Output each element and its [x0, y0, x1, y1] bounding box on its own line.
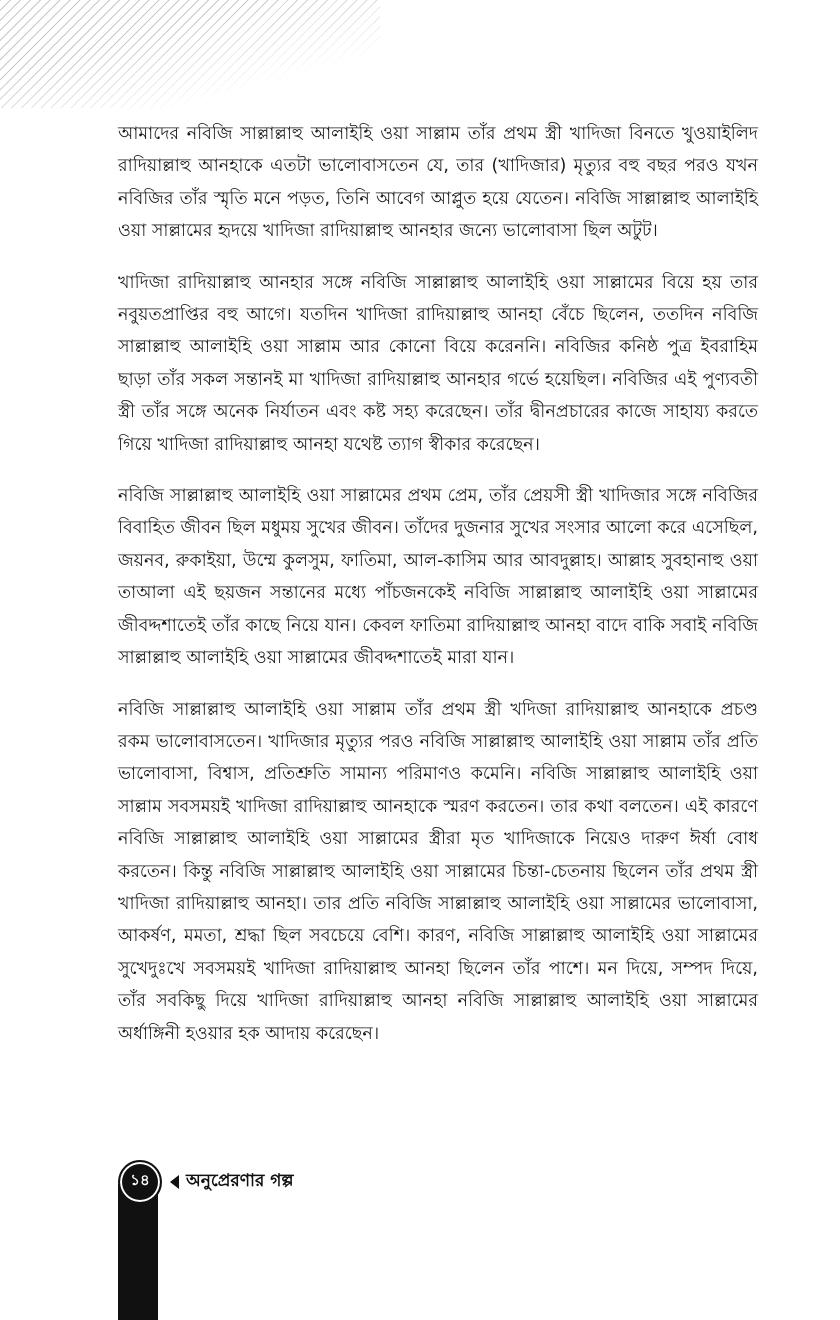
triangle-left-icon	[170, 1175, 179, 1189]
paragraph-2: খাদিজা রাদিয়াল্লাহু আনহার সঙ্গে নবিজি সাল্লাল্লাহু আলাইহি ওয়া সাল্লামের বিয়ে হয় তার নবুয়তপ্রাপ্তির বহু আগে। যতদিন খাদিজা রাদিয়াল্লাহু আনহা বেঁচে ছিলেন, ততদিন নবিজি সাল্লাল্লাহু আলাইহি ওয়া সাল্লাম আর কোনো বিয়ে করেননি। নবিজির কনিষ্ঠ পুত্র ইবরাহিম ছাড়া তাঁর সকল সন্তানই মা খাদিজা রাদিয়াল্লাহু আনহার গর্ভে হয়েছিল। নবিজির এই পুণ্যবতী স্ত্রী তাঁর সঙ্গে অনেক নির্যাতন এবং কষ্ট সহ্য করেছেন। তাঁর দ্বীনপ্রচারের কাজে সাহায্য করতে গিয়ে খাদিজা রাদিয়াল্লাহু আনহা যথেষ্ট ত্যাগ স্বীকার করেছেন।	[118, 272, 758, 455]
page-number: ১৪	[130, 1171, 150, 1189]
decorative-side-bar	[118, 1184, 158, 1320]
paragraph-3: নবিজি সাল্লাল্লাহু আলাইহি ওয়া সাল্লামের প্রথম প্রেম, তাঁর প্রেয়সী স্ত্রী খাদিজার সঙ্গে নবিজির বিবাহিত জীবন ছিল মধুময় সুখের জীবন। তাঁদের দুজনার সুখের সংসার আলো করে এসেছিল, জয়নব, রুকাইয়া, উম্মে কুলসুম, ফাতিমা, আল-কাসিম আর আবদুল্লাহ। আল্লাহ সুবহানাহু ওয়া তাআলা এই ছয়জন সন্তানের মধ্যে পাঁচজনকেই নবিজি সাল্লাল্লাহু আলাইহি ওয়া সাল্লামের জীবদ্দশাতেই তাঁর কাছে নিয়ে যান। কেবল ফাতিমা রাদিয়াল্লাহু আনহা বাদে বাকি সবাই নবিজি সাল্লাল্লাহু আলাইহি ওয়া সাল্লামের জীবদ্দশাতেই মারা যান।	[118, 486, 758, 669]
decorative-hatch-pattern	[0, 0, 380, 108]
page-body	[118, 118, 758, 1069]
paragraph-4: নবিজি সাল্লাল্লাহু আলাইহি ওয়া সাল্লাম তাঁর প্রথম স্ত্রী খদিজা রাদিয়াল্লাহু আনহাকে প্রচণ্ড রকম ভালোবাসতেন। খাদিজার মৃত্যুর পরও নবিজি সাল্লাল্লাহু আলাইহি ওয়া সাল্লাম তাঁর প্রতি ভালোবাসা, বিশ্বাস, প্রতিশ্রুতি সামান্য পরিমাণও কমেনি। নবিজি সাল্লাল্লাহু আলাইহি ওয়া সাল্লাম সবসময়ই খাদিজা রাদিয়াল্লাহু আনহাকে স্মরণ করতেন। তার কথা বলতেন। এই কারণে নবিজি সাল্লাল্লাহু আলাইহি ওয়া সাল্লামের স্ত্রীরা মৃত খাদিজাকে নিয়েও দারুণ ঈর্ষা বোধ করতেন। কিন্তু নবিজি সাল্লাল্লাহু আলাইহি ওয়া সাল্লামের চিন্তা-চেতনায় ছিলেন তাঁর প্রথম স্ত্রী খাদিজা রাদিয়াল্লাহু আনহা। তার প্রতি নবিজি সাল্লাল্লাহু আলাইহি ওয়া সাল্লামের ভালোবাসা, আকর্ষণ, মমতা, শ্রদ্ধা ছিল সবচেয়ে বেশি। কারণ, নবিজি সাল্লাল্লাহু আলাইহি ওয়া সাল্লামের সুখেদুঃখে সবসময়ই খাদিজা রাদিয়াল্লাহু আনহা ছিলেন তাঁর পাশে। মন দিয়ে, সম্পদ দিয়ে, তাঁর সবকিছু দিয়ে খাদিজা রাদিয়াল্লাহু আনহা নবিজি সাল্লাল্লাহু আলাইহি ওয়া সাল্লামের অর্ধাঙ্গিনী হওয়ার হক আদায় করেছেন।	[118, 699, 758, 1044]
book-title: অনুপ্রেরণার গল্প	[186, 1171, 294, 1191]
page-number-badge	[118, 1160, 162, 1204]
page-footer	[118, 1162, 294, 1202]
paragraph-1: আমাদের নবিজি সাল্লাল্লাহু আলাইহি ওয়া সাল্লাম তাঁর প্রথম স্ত্রী খাদিজা বিনতে খুওয়াইলিদ রাদিয়াল্লাহু আনহাকে এতটা ভালোবাসতেন যে, তার (খাদিজার) মৃত্যুর বহু বছর পরও যখন নবিজির তাঁর স্মৃতি মনে পড়ত, তিনি আবেগ আপ্লুত হয়ে যেতেন। নবিজি সাল্লাল্লাহু আলাইহি ওয়া সাল্লামের হৃদয়ে খাদিজা রাদিয়াল্লাহু আনহার জন্যে ভালোবাসা ছিল অটুট।	[118, 124, 758, 242]
